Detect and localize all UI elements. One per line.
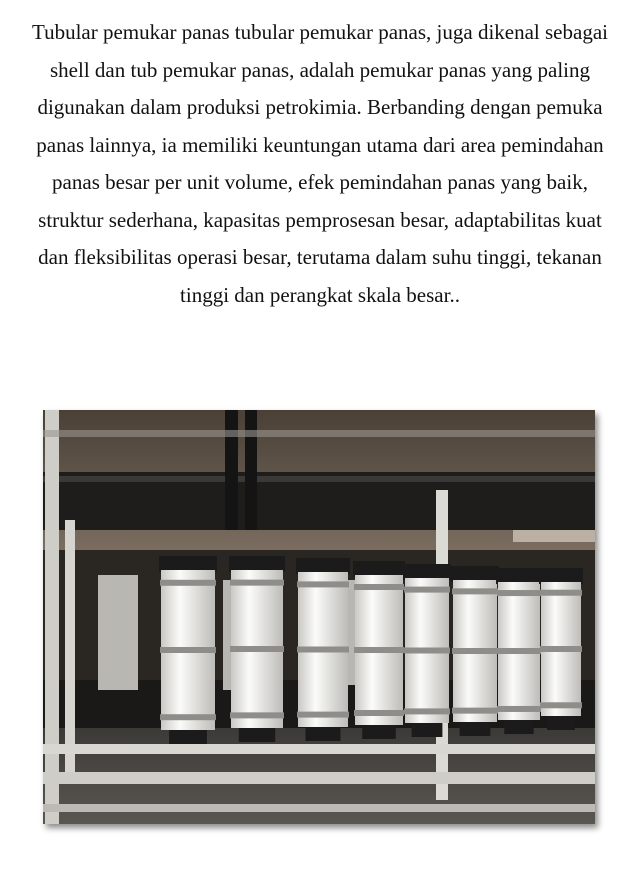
module-top-cap [496,568,542,584]
membrane-module-back [98,575,138,690]
module-bottom-cap [547,716,575,730]
module-bottom-cap [306,727,341,741]
article-paragraph: Tubular pemukar panas tubular pemukar panas, juga dikenal sebagai shell dan tub pemukar panas, adalah pemukar panas yang paling digunakan dalam produksi petrokimia. Berbanding dengan pemuka panas lainnya, ia memiliki keuntungan utama dari area pemindahan panas besar per unit volume, efek pemindahan panas yang baik, struktur sederhana, kapasitas pemprosesan besar, adaptabilitas kuat dan fleksibilitas operasi besar, terutama dalam suhu tinggi, tekanan tinggi dan perangkat skala besar.. [32,20,608,307]
vertical-pipe [225,410,238,530]
module-clamp-band [230,646,284,652]
module-top-cap [159,556,217,572]
module-clamp-band [297,647,349,653]
module-bottom-cap [412,723,443,737]
module-clamp-band [540,646,582,652]
module-clamp-band [160,647,216,653]
module-bottom-cap [362,725,396,739]
module-clamp-band [452,648,498,654]
module-clamp-band [497,590,541,596]
module-clamp-band [160,580,216,586]
frame-rail [43,744,595,754]
module-clamp-band [540,590,582,596]
module-clamp-band [160,714,216,720]
module-bottom-cap [504,720,533,734]
module-top-cap [403,564,451,580]
module-clamp-band [497,706,541,712]
photo-illustration [43,410,595,824]
module-top-cap [296,558,350,574]
module-clamp-band [230,712,284,718]
module-clamp-band [452,588,498,594]
module-clamp-band [297,581,349,587]
module-top-cap [229,556,285,572]
module-clamp-band [404,587,450,593]
module-bottom-cap [239,728,275,742]
module-clamp-band [354,647,404,653]
module-clamp-band [497,648,541,654]
module-clamp-band [404,648,450,654]
module-top-cap [539,568,583,584]
membrane-module-row [98,556,583,744]
module-clamp-band [404,708,450,714]
module-clamp-band [354,584,404,590]
module-clamp-band [297,712,349,718]
ultrafiltration-modules-photo [43,410,595,824]
frame-post-left [45,410,59,824]
module-bottom-cap [460,722,491,736]
module-bottom-cap [169,730,207,744]
module-clamp-band [452,708,498,714]
module-clamp-band [230,580,284,586]
module-top-cap [451,566,499,582]
module-clamp-band [540,702,582,708]
module-clamp-band [354,710,404,716]
module-top-cap [353,561,405,577]
